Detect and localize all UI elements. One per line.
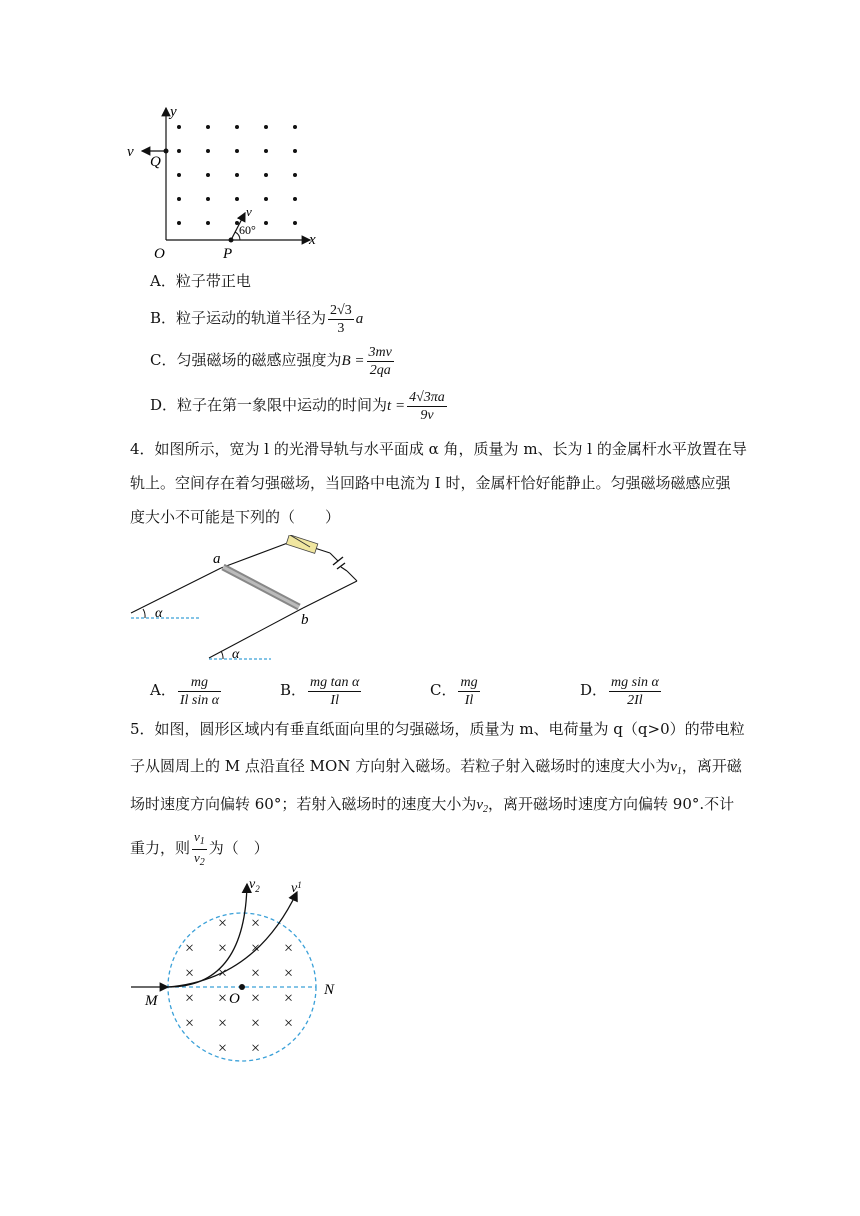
rheostat — [286, 535, 318, 553]
wire-down — [303, 581, 357, 608]
rail-back — [131, 568, 221, 613]
svg-text:×: × — [218, 965, 228, 982]
rail-back-top — [221, 541, 293, 568]
option-letter: C． — [430, 681, 457, 699]
option-text: 匀强磁场的磁感应强度为 — [176, 351, 342, 369]
svg-text:×: × — [251, 965, 261, 982]
option-letter: D． — [150, 396, 178, 414]
q4-line-2: 轨上。空间存在着匀强磁场，当回路中电流为 I 时，金属杆恰好能静止。匀强磁场磁感应强 — [130, 474, 731, 492]
label-v-p: v — [246, 204, 252, 219]
q3-figure — [120, 100, 330, 265]
label-a: a — [213, 551, 221, 567]
q3-option-c — [150, 342, 396, 379]
option-text: 粒子带正电 — [175, 272, 251, 290]
q4-option-c — [430, 672, 482, 709]
center-o — [239, 984, 245, 990]
svg-text:×: × — [251, 1040, 261, 1057]
fraction: $\frac{mg}{\text{Il sin α}}$ — [179, 674, 220, 708]
label-angle: 60° — [239, 223, 256, 237]
angle-arc-1 — [143, 609, 145, 618]
svg-text:×: × — [185, 990, 195, 1007]
fraction: $\frac{4√3\pi a}{9v}$ — [409, 389, 445, 423]
option-letter: B． — [280, 681, 307, 699]
label-v1: $v^1$ — [291, 880, 302, 896]
ratio-fraction: $\frac{v_1}{v_2}$ — [194, 828, 205, 868]
q4-option-a — [150, 672, 223, 709]
label-alpha-2: α — [232, 647, 240, 662]
svg-text:×: × — [218, 990, 228, 1007]
option-letter: A． — [150, 681, 176, 699]
q5-line-1: 5．如图，圆形区域内有垂直纸面向里的匀强磁场，质量为 m、电荷量为 q（q>0）的带电粒 — [130, 720, 745, 738]
q4-option-d — [580, 672, 663, 709]
option-tail: a — [355, 311, 364, 327]
q4-line-3: 度大小不可能是下列的（ ） — [130, 508, 341, 526]
metal-rod-highlight — [223, 567, 299, 607]
label-y: y — [170, 104, 177, 120]
q4-figure — [125, 535, 365, 665]
label-q: Q — [150, 154, 161, 170]
label-p: P — [223, 246, 233, 262]
svg-text:×: × — [218, 1040, 228, 1057]
v1-symbol: $v_1$ — [670, 759, 682, 777]
q5-line-4: 重力，则 $\frac{v_1}{v_2}$ 为（ ） — [130, 828, 269, 868]
label-m: M — [145, 993, 158, 1009]
label-alpha-1: α — [155, 606, 163, 621]
label-n: N — [324, 982, 335, 998]
battery — [330, 553, 347, 571]
svg-text:×: × — [185, 965, 195, 982]
svg-text:×: × — [251, 915, 261, 932]
field-dots — [177, 125, 297, 225]
q5-line-2: 子从圆周上的 M 点沿直径 MON 方向射入磁场。若粒子射入磁场时的速度大小为$v_1$，离开磁 — [130, 757, 742, 777]
rail-front — [209, 608, 303, 658]
q4-option-b — [280, 672, 363, 709]
trajectory-v2 — [168, 884, 247, 987]
svg-text:×: × — [218, 940, 228, 957]
fraction: $\frac{2√3}{3}$ — [330, 302, 352, 336]
q3-option-d — [150, 387, 449, 424]
svg-text:×: × — [284, 940, 294, 957]
fraction: $\frac{3mv}{2qa}$ — [368, 344, 392, 378]
option-letter: A． — [150, 272, 176, 290]
svg-text:×: × — [284, 990, 294, 1007]
q5-line-3: 场时速度方向偏转 60°；若射入磁场时的速度大小为$v_2$，离开磁场时速度方向偏转 90°.不计 — [130, 795, 735, 815]
fraction: $\frac{\text{mg tan α}}{Il}$ — [310, 674, 360, 708]
fraction: $\frac{\text{mg sin α}}{2Il}$ — [611, 674, 659, 708]
option-letter: D． — [580, 681, 608, 699]
math-lhs: B = — [341, 353, 365, 369]
svg-text:×: × — [284, 965, 294, 982]
q5-figure — [125, 870, 355, 1065]
math-lhs: t = — [387, 398, 406, 414]
svg-text:×: × — [185, 940, 195, 957]
angle-arc-2 — [221, 651, 223, 659]
svg-text:×: × — [284, 1015, 294, 1032]
svg-text:×: × — [251, 1015, 261, 1032]
fraction: $\frac{mg}{Il}$ — [460, 674, 478, 708]
svg-text:×: × — [218, 1015, 228, 1032]
q3-option-a — [150, 270, 251, 292]
svg-text:×: × — [185, 1015, 195, 1032]
svg-text:×: × — [218, 915, 228, 932]
label-v2: $v_2$ — [249, 877, 260, 894]
q3-option-b — [150, 300, 363, 337]
option-letter: B． — [150, 309, 177, 327]
v2-symbol: $v_2$ — [476, 797, 489, 815]
wire-right — [347, 571, 357, 581]
label-x: x — [309, 232, 316, 248]
q4-line-1: 4．如图所示，宽为 l 的光滑导轨与水平面成 α 角，质量为 m、长为 l 的金属杆水平放置在导 — [130, 440, 747, 458]
option-letter: C． — [150, 351, 177, 369]
label-b: b — [301, 612, 309, 628]
label-v-q: v — [127, 144, 134, 160]
option-text: 粒子运动的轨道半径为 — [176, 309, 327, 327]
option-text: 粒子在第一象限中运动的时间为 — [177, 396, 388, 414]
svg-text:×: × — [251, 990, 261, 1007]
label-o: O — [229, 991, 240, 1007]
label-o: O — [154, 246, 165, 262]
svg-text:×: × — [251, 940, 261, 957]
